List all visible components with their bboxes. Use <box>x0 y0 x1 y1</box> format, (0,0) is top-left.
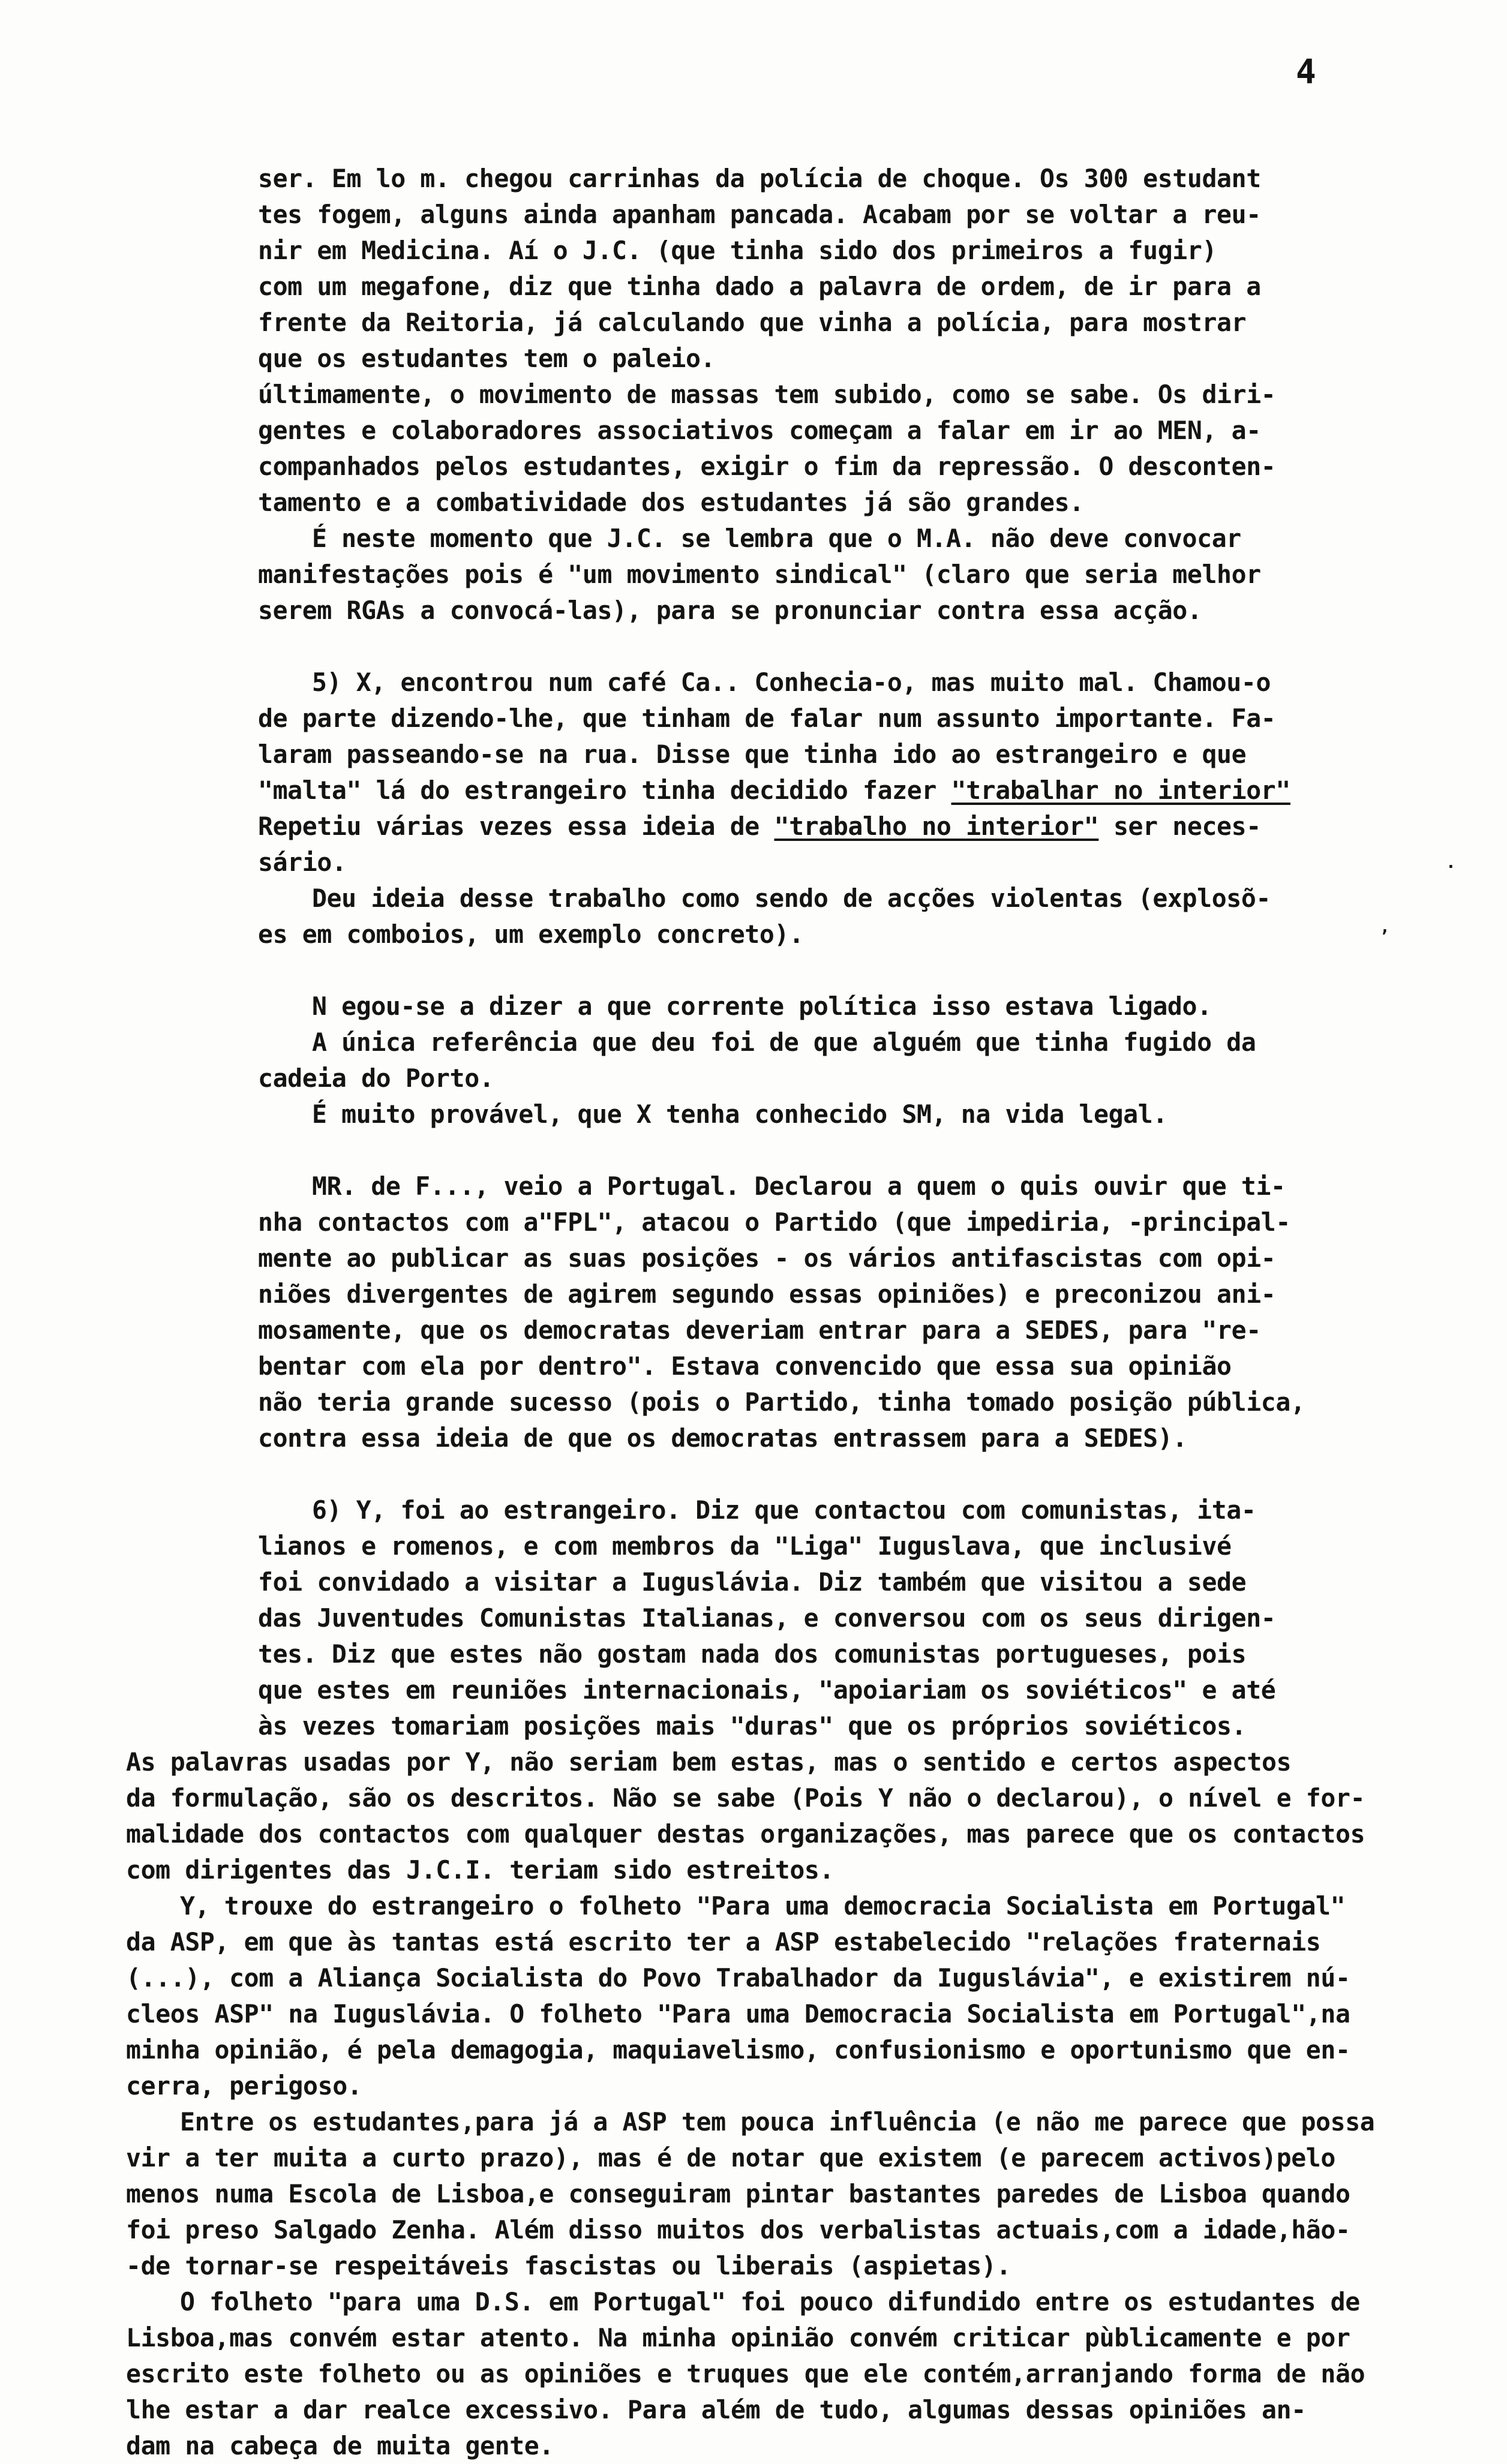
text-line: manifestações pois é "um movimento sindical" (claro que seria melhor <box>258 560 1261 589</box>
text-line: das Juventudes Comunistas Italianas, e conversou com os seus dirigen- <box>258 1603 1276 1633</box>
text-line: niões divergentes de agirem segundo essas opiniões) e preconizou ani- <box>258 1279 1276 1309</box>
text-line: É muito provável, que X tenha conhecido SM, na vida legal. <box>312 1099 1167 1129</box>
text-line: Deu ideia desse trabalho como sendo de acções violentas (explosõ- <box>312 884 1271 913</box>
text-line: É neste momento que J.C. se lembra que o M.A. não deve convocar <box>312 524 1241 553</box>
text-line: foi preso Salgado Zenha. Além disso muitos dos verbalistas actuais,com a idade,hão- <box>126 2215 1350 2244</box>
document-body <box>0 161 1507 2464</box>
text-line: que estes em reuniões internacionais, "apoiariam os soviéticos" e até <box>258 1675 1276 1705</box>
text-line: de parte dizendo-lhe, que tinham de falar num assunto importante. Fa- <box>258 704 1276 733</box>
text-line: 6) Y, foi ao estrangeiro. Diz que contactou com comunistas, ita- <box>312 1495 1256 1525</box>
text-span: "malta" lá do estrangeiro tinha decidido fazer <box>258 776 951 805</box>
text-line: da ASP, em que às tantas está escrito ter a ASP estabelecido "relações fraternais <box>126 1927 1321 1957</box>
text-line: dam na cabeça de muita gente. <box>126 2431 554 2460</box>
paragraph-gap <box>0 1456 1507 1492</box>
text-line: companhados pelos estudantes, exigir o fim da repressão. O desconten- <box>258 452 1276 481</box>
text-line: serem RGAs a convocá-las), para se pronunciar contra essa acção. <box>258 596 1202 625</box>
page-number: 4 <box>1296 53 1316 92</box>
text-line: tamento e a combatividade dos estudantes já são grandes. <box>258 488 1084 517</box>
text-line: Entre os estudantes,para já a ASP tem pouca influência (e não me parece que possa <box>180 2107 1375 2137</box>
stray-mark-1: · <box>1446 857 1456 876</box>
text-line: ser. Em lo m. chegou carrinhas da polícia de choque. Os 300 estudant <box>258 164 1261 193</box>
text-line: com um megafone, diz que tinha dado a palavra de ordem, de ir para a <box>258 272 1261 301</box>
text-line: nir em Medicina. Aí o J.C. (que tinha sido dos primeiros a fugir) <box>258 236 1217 265</box>
text-line: menos numa Escola de Lisboa,e conseguiram pintar bastantes paredes de Lisboa quando <box>126 2179 1350 2208</box>
text-line: mente ao publicar as suas posições - os vários antifascistas com opi- <box>258 1243 1276 1273</box>
text-line: vir a ter muita a curto prazo), mas é de notar que existem (e parecem activos)pelo <box>126 2143 1335 2172</box>
text-line: es em comboios, um exemplo concreto). <box>258 920 804 949</box>
text-line: que os estudantes tem o paleio. <box>258 344 716 373</box>
text-line: MR. de F..., veio a Portugal. Declarou a quem o quis ouvir que ti- <box>312 1171 1286 1201</box>
text-line <box>0 773 1507 809</box>
text-span: ser neces- <box>1098 812 1261 841</box>
text-line: laram passeando-se na rua. Disse que tinha ido ao estrangeiro e que <box>258 740 1247 769</box>
text-line: foi convidado a visitar a Iuguslávia. Diz também que visitou a sede <box>258 1567 1247 1597</box>
text-line: lianos e romenos, e com membros da "Liga" Iuguslava, que inclusivé <box>258 1531 1232 1561</box>
text-span: Repetiu várias vezes essa ideia de <box>258 812 774 841</box>
text-line: 5) X, encontrou num café Ca.. Conhecia-o, mas muito mal. Chamou-o <box>312 668 1271 697</box>
text-line: lhe estar a dar realce excessivo. Para além de tudo, algumas dessas opiniões an- <box>126 2395 1306 2424</box>
text-line: últimamente, o movimento de massas tem subido, como se sabe. Os diri- <box>258 380 1276 409</box>
text-line: minha opinião, é pela demagogia, maquiavelismo, confusionismo e oportunismo que en- <box>126 2035 1350 2065</box>
text-line: cadeia do Porto. <box>258 1063 494 1093</box>
text-line: malidade dos contactos com qualquer destas organizações, mas parece que os contactos <box>126 1819 1365 1849</box>
text-line: cerra, perigoso. <box>126 2071 362 2101</box>
text-line: tes. Diz que estes não gostam nada dos comunistas portugueses, pois <box>258 1639 1247 1669</box>
text-line: cleos ASP" na Iuguslávia. O folheto "Para uma Democracia Socialista em Portugal",na <box>126 1999 1350 2029</box>
text-line: Y, trouxe do estrangeiro o folheto "Para uma democracia Socialista em Portugal" <box>180 1891 1346 1921</box>
text-line: não teria grande sucesso (pois o Partido, tinha tomado posição pública, <box>258 1387 1305 1417</box>
underlined-phrase: "trabalho no interior" <box>774 812 1099 841</box>
text-line: frente da Reitoria, já calculando que vinha a polícia, para mostrar <box>258 308 1247 337</box>
text-line: A única referência que deu foi de que alguém que tinha fugido da <box>312 1027 1256 1057</box>
text-line: da formulação, são os descritos. Não se sabe (Pois Y não o declarou), o nível e for- <box>126 1783 1365 1813</box>
text-line: mosamente, que os democratas deveriam entrar para a SEDES, para "re- <box>258 1315 1261 1345</box>
text-line: (...), com a Aliança Socialista do Povo Trabalhador da Iuguslávia", e existirem nú- <box>126 1963 1350 1993</box>
text-line: às vezes tomariam posições mais "duras" que os próprios soviéticos. <box>258 1711 1247 1741</box>
text-line: gentes e colaboradores associativos começam a falar em ir ao MEN, a- <box>258 416 1261 445</box>
text-line: com dirigentes das J.C.I. teriam sido estreitos. <box>126 1855 834 1885</box>
paragraph-gap <box>0 629 1507 665</box>
underlined-phrase: "trabalhar no interior" <box>951 776 1290 805</box>
text-line: contra essa ideia de que os democratas entrassem para a SEDES). <box>258 1423 1187 1453</box>
text-line: tes fogem, alguns ainda apanham pancada. Acabam por se voltar a reu- <box>258 200 1261 229</box>
stray-mark-2: , <box>1380 917 1390 936</box>
text-line: sário. <box>258 848 347 877</box>
paragraph-gap <box>0 1132 1507 1168</box>
text-line: escrito este folheto ou as opiniões e truques que ele contém,arranjando forma de não <box>126 2359 1365 2388</box>
text-line: Lisboa,mas convém estar atento. Na minha opinião convém criticar pùblicamente e por <box>126 2323 1350 2352</box>
paragraph-gap <box>0 952 1507 988</box>
text-line: nha contactos com a"FPL", atacou o Partido (que impediria, -principal- <box>258 1207 1290 1237</box>
text-line: As palavras usadas por Y, não seriam bem estas, mas o sentido e certos aspectos <box>126 1747 1292 1777</box>
text-line: N egou-se a dizer a que corrente política isso estava ligado. <box>312 991 1212 1021</box>
text-line: -de tornar-se respeitáveis fascistas ou liberais (aspietas). <box>126 2251 1011 2280</box>
text-line: O folheto "para uma D.S. em Portugal" foi pouco difundido entre os estudantes de <box>180 2287 1360 2316</box>
text-line <box>0 809 1507 845</box>
text-line: bentar com ela por dentro". Estava convencido que essa sua opinião <box>258 1351 1232 1381</box>
